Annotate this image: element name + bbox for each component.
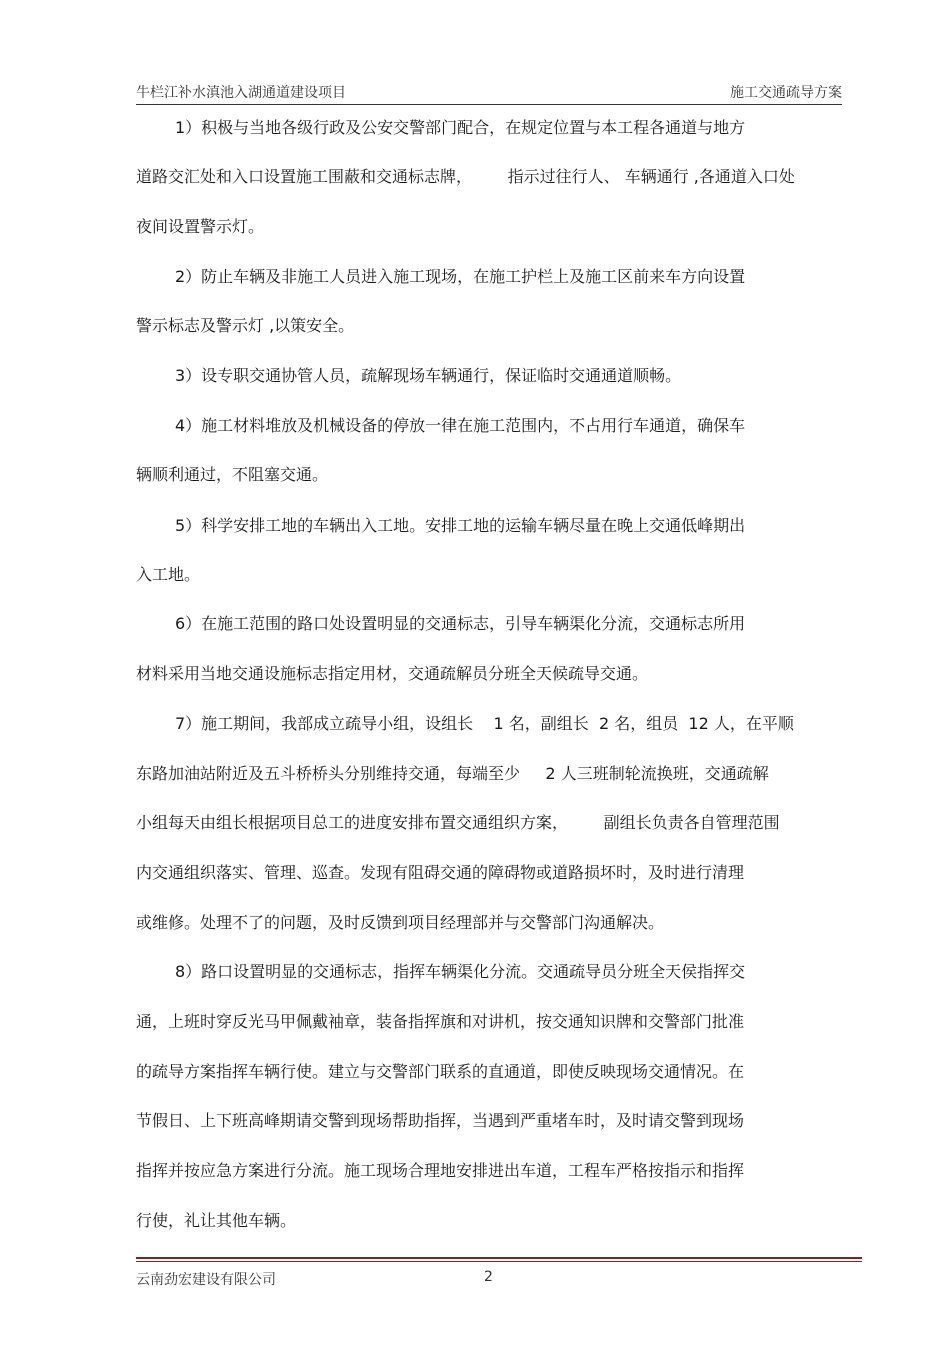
text-line: 或维修。处理不了的问题，及时反馈到项目经理部并与交警部门沟通解决。	[136, 913, 665, 932]
text-line: 道路交汇处和入口设置施工围蔽和交通标志牌， 指示过往行人、 车辆通行 ,各通道入口处	[136, 167, 795, 186]
page-header	[136, 82, 842, 104]
text-line: 3）设专职交通协管人员，疏解现场车辆通行，保证临时交通通道顺畅。	[175, 366, 682, 385]
text-line: 节假日、上下班高峰期请交警到现场帮助指挥，当遇到严重堵车时，及时请交警到现场	[136, 1111, 745, 1130]
text-line: 1）积极与当地各级行政及公安交警部门配合，在规定位置与本工程各通道与地方	[175, 118, 746, 137]
text-line: 警示标志及警示灯 ,以策安全。	[136, 316, 355, 335]
text-line: 辆顺利通过，不阻塞交通。	[136, 465, 329, 484]
text-line: 7）施工期间，我部成立疏导小组，设组长 1 名，副组长 2 名，组员 12 人，在平顺	[175, 714, 794, 733]
text-line: 的疏导方案指挥车辆行使。建立与交警部门联系的直通道，即使反映现场交通情况。在	[136, 1062, 745, 1081]
header-project-title: 牛栏江补水滇池入湖通道建设项目	[136, 85, 346, 101]
text-line: 入工地。	[136, 565, 201, 584]
text-line: 通，上班时穿反光马甲佩戴袖章，装备指挥旗和对讲机，按交通知识牌和交警部门批准	[136, 1012, 745, 1031]
text-line: 6）在施工范围的路口处设置明显的交通标志，引导车辆渠化分流，交通标志所用	[175, 614, 746, 633]
text-line: 5）科学安排工地的车辆出入工地。安排工地的运输车辆尽量在晚上交通低峰期出	[175, 516, 746, 535]
text-line: 8）路口设置明显的交通标志，指挥车辆渠化分流。交通疏导员分班全天侯指挥交	[175, 962, 746, 981]
text-line: 2）防止车辆及非施工人员进入施工现场，在施工护栏上及施工区前来车方向设置	[175, 267, 746, 286]
footer-rule	[136, 1257, 862, 1259]
text-line: 指挥并按应急方案进行分流。施工现场合理地安排进出车道，工程车严格按指示和指挥	[136, 1161, 745, 1180]
footer-rule-thin	[136, 1261, 862, 1262]
text-line: 夜间设置警示灯。	[136, 217, 265, 236]
header-document-title: 施工交通疏导方案	[730, 85, 842, 101]
text-line: 行使，礼让其他车辆。	[136, 1211, 297, 1230]
text-line: 东路加油站附近及五斗桥桥头分别维持交通，每端至少 2 人三班制轮流换班，交通疏解	[136, 764, 769, 783]
page-number: 2	[484, 1269, 493, 1285]
text-line: 4）施工材料堆放及机械设备的停放一律在施工范围内，不占用行车通道，确保车	[175, 416, 746, 435]
text-line: 小组每天由组长根据项目总工的进度安排布置交通组织方案， 副组长负责各自管理范围	[136, 813, 780, 832]
footer-company-name: 云南劲宏建设有限公司	[136, 1272, 276, 1288]
text-line: 内交通组织落实、管理、巡查。发现有阻碍交通的障碍物或道路损坏时，及时进行清理	[136, 863, 745, 882]
text-line: 材料采用当地交通设施标志指定用材，交通疏解员分班全天候疏导交通。	[136, 664, 649, 683]
header-rule	[136, 104, 842, 105]
